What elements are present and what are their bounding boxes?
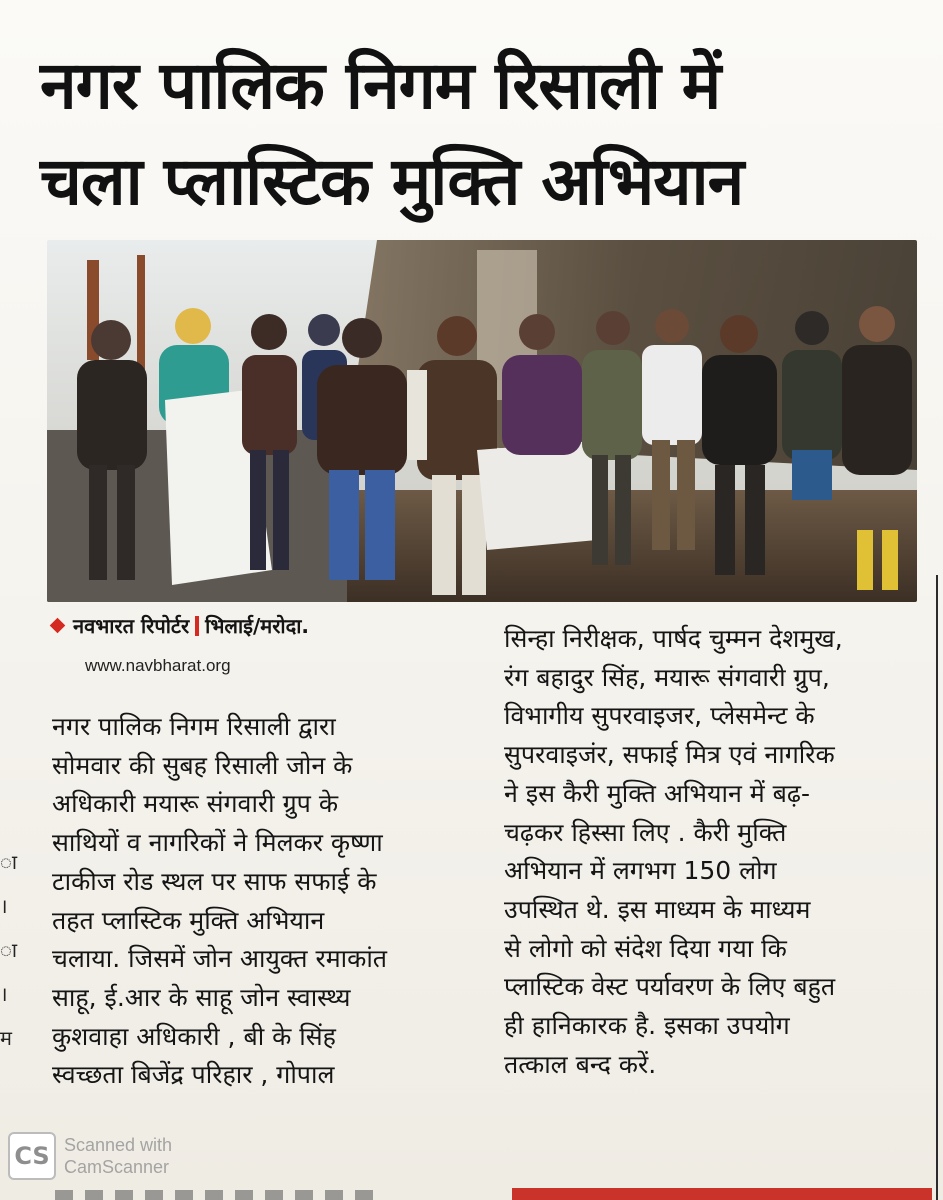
- edge-glyph: ा: [0, 850, 18, 874]
- article-line: स्वच्छता बिजेंद्र परिहार , गोपाल: [52, 1060, 335, 1090]
- article-line: सिन्हा निरीक्षक, पार्षद चुम्मन देशमुख,: [504, 624, 843, 653]
- watermark-line-1: Scanned with: [64, 1135, 173, 1155]
- column-divider: [936, 575, 938, 1200]
- dateline-place: भिलाई/मरोदा.: [205, 614, 309, 638]
- camscanner-logo: CS: [8, 1132, 56, 1180]
- edge-glyph: ।: [0, 982, 8, 1006]
- article-column-right: [504, 620, 924, 1084]
- article-line: चलाया. जिसमें जोन आयुक्त रमाकांत: [52, 944, 388, 974]
- edge-glyph: ा: [0, 938, 18, 962]
- article-line: उपस्थित थे. इस माध्यम के माध्यम: [504, 894, 811, 924]
- news-photo: [47, 240, 917, 602]
- group-photo-icon: [47, 240, 917, 602]
- article-line: साहू, ई.आर के साहू जोन स्वास्थ्य: [52, 982, 351, 1012]
- camscanner-watermark: [64, 1134, 172, 1178]
- next-headline-fragment: [55, 1190, 385, 1200]
- article-line: चढ़कर हिस्सा लिए . कैरी मुक्ति: [504, 817, 787, 847]
- article-line: ही हानिकारक है. इसका उपयोग: [504, 1011, 790, 1041]
- article-line: ने इस कैरी मुक्ति अभियान में बढ़-: [504, 778, 811, 808]
- website-link[interactable]: www.navbharat.org: [85, 656, 231, 675]
- bullet-diamond-icon: [50, 618, 66, 634]
- article-line: नगर पालिक निगम रिसाली द्वारा: [52, 712, 336, 741]
- watermark-line-2: CamScanner: [64, 1157, 170, 1177]
- byline: [52, 612, 492, 646]
- article-line: साथियों व नागरिकों ने मिलकर कृष्णा: [52, 828, 383, 858]
- red-banner-strip: [512, 1188, 932, 1200]
- headline-line-1: नगर पालिक निगम रिसाली में: [40, 47, 721, 124]
- article-line: अभियान में लगभग 150 लोग: [504, 856, 777, 886]
- article-line: सोमवार की सुबह रिसाली जोन के: [52, 750, 353, 780]
- article-line: से लोगो को संदेश दिया गया कि: [504, 933, 787, 963]
- edge-glyph: म: [0, 1026, 12, 1050]
- byline-separator: [195, 616, 199, 636]
- reporter-name: नवभारत रिपोर्टर: [73, 614, 190, 638]
- article-line: सुपरवाइजंर, सफाई मित्र एवं नागरिक: [504, 740, 835, 770]
- edge-glyph: ।: [0, 894, 8, 918]
- headline-line-2: चला प्लास्टिक मुक्ति अभियान: [40, 143, 744, 220]
- article-line: तहत प्लास्टिक मुक्ति अभियान: [52, 905, 325, 935]
- article-line: अधिकारी मयारू संगवारी ग्रुप के: [52, 789, 339, 819]
- adjacent-article-edge: [0, 840, 18, 1060]
- article-line: तत्काल बन्द करें.: [504, 1049, 657, 1079]
- article-line: टाकीज रोड स्थल पर साफ सफाई के: [52, 866, 377, 896]
- article-line: विभागीय सुपरवाइजर, प्लेसमेन्ट के: [504, 701, 815, 731]
- article-line: रंग बहादुर सिंह, मयारू संगवारी ग्रुप,: [504, 662, 830, 692]
- article-line: कुशवाहा अधिकारी , बी के सिंह: [52, 1021, 336, 1051]
- article-column-left: [52, 708, 492, 1095]
- article-line: प्लास्टिक वेस्ट पर्यावरण के लिए बहुत: [504, 972, 836, 1002]
